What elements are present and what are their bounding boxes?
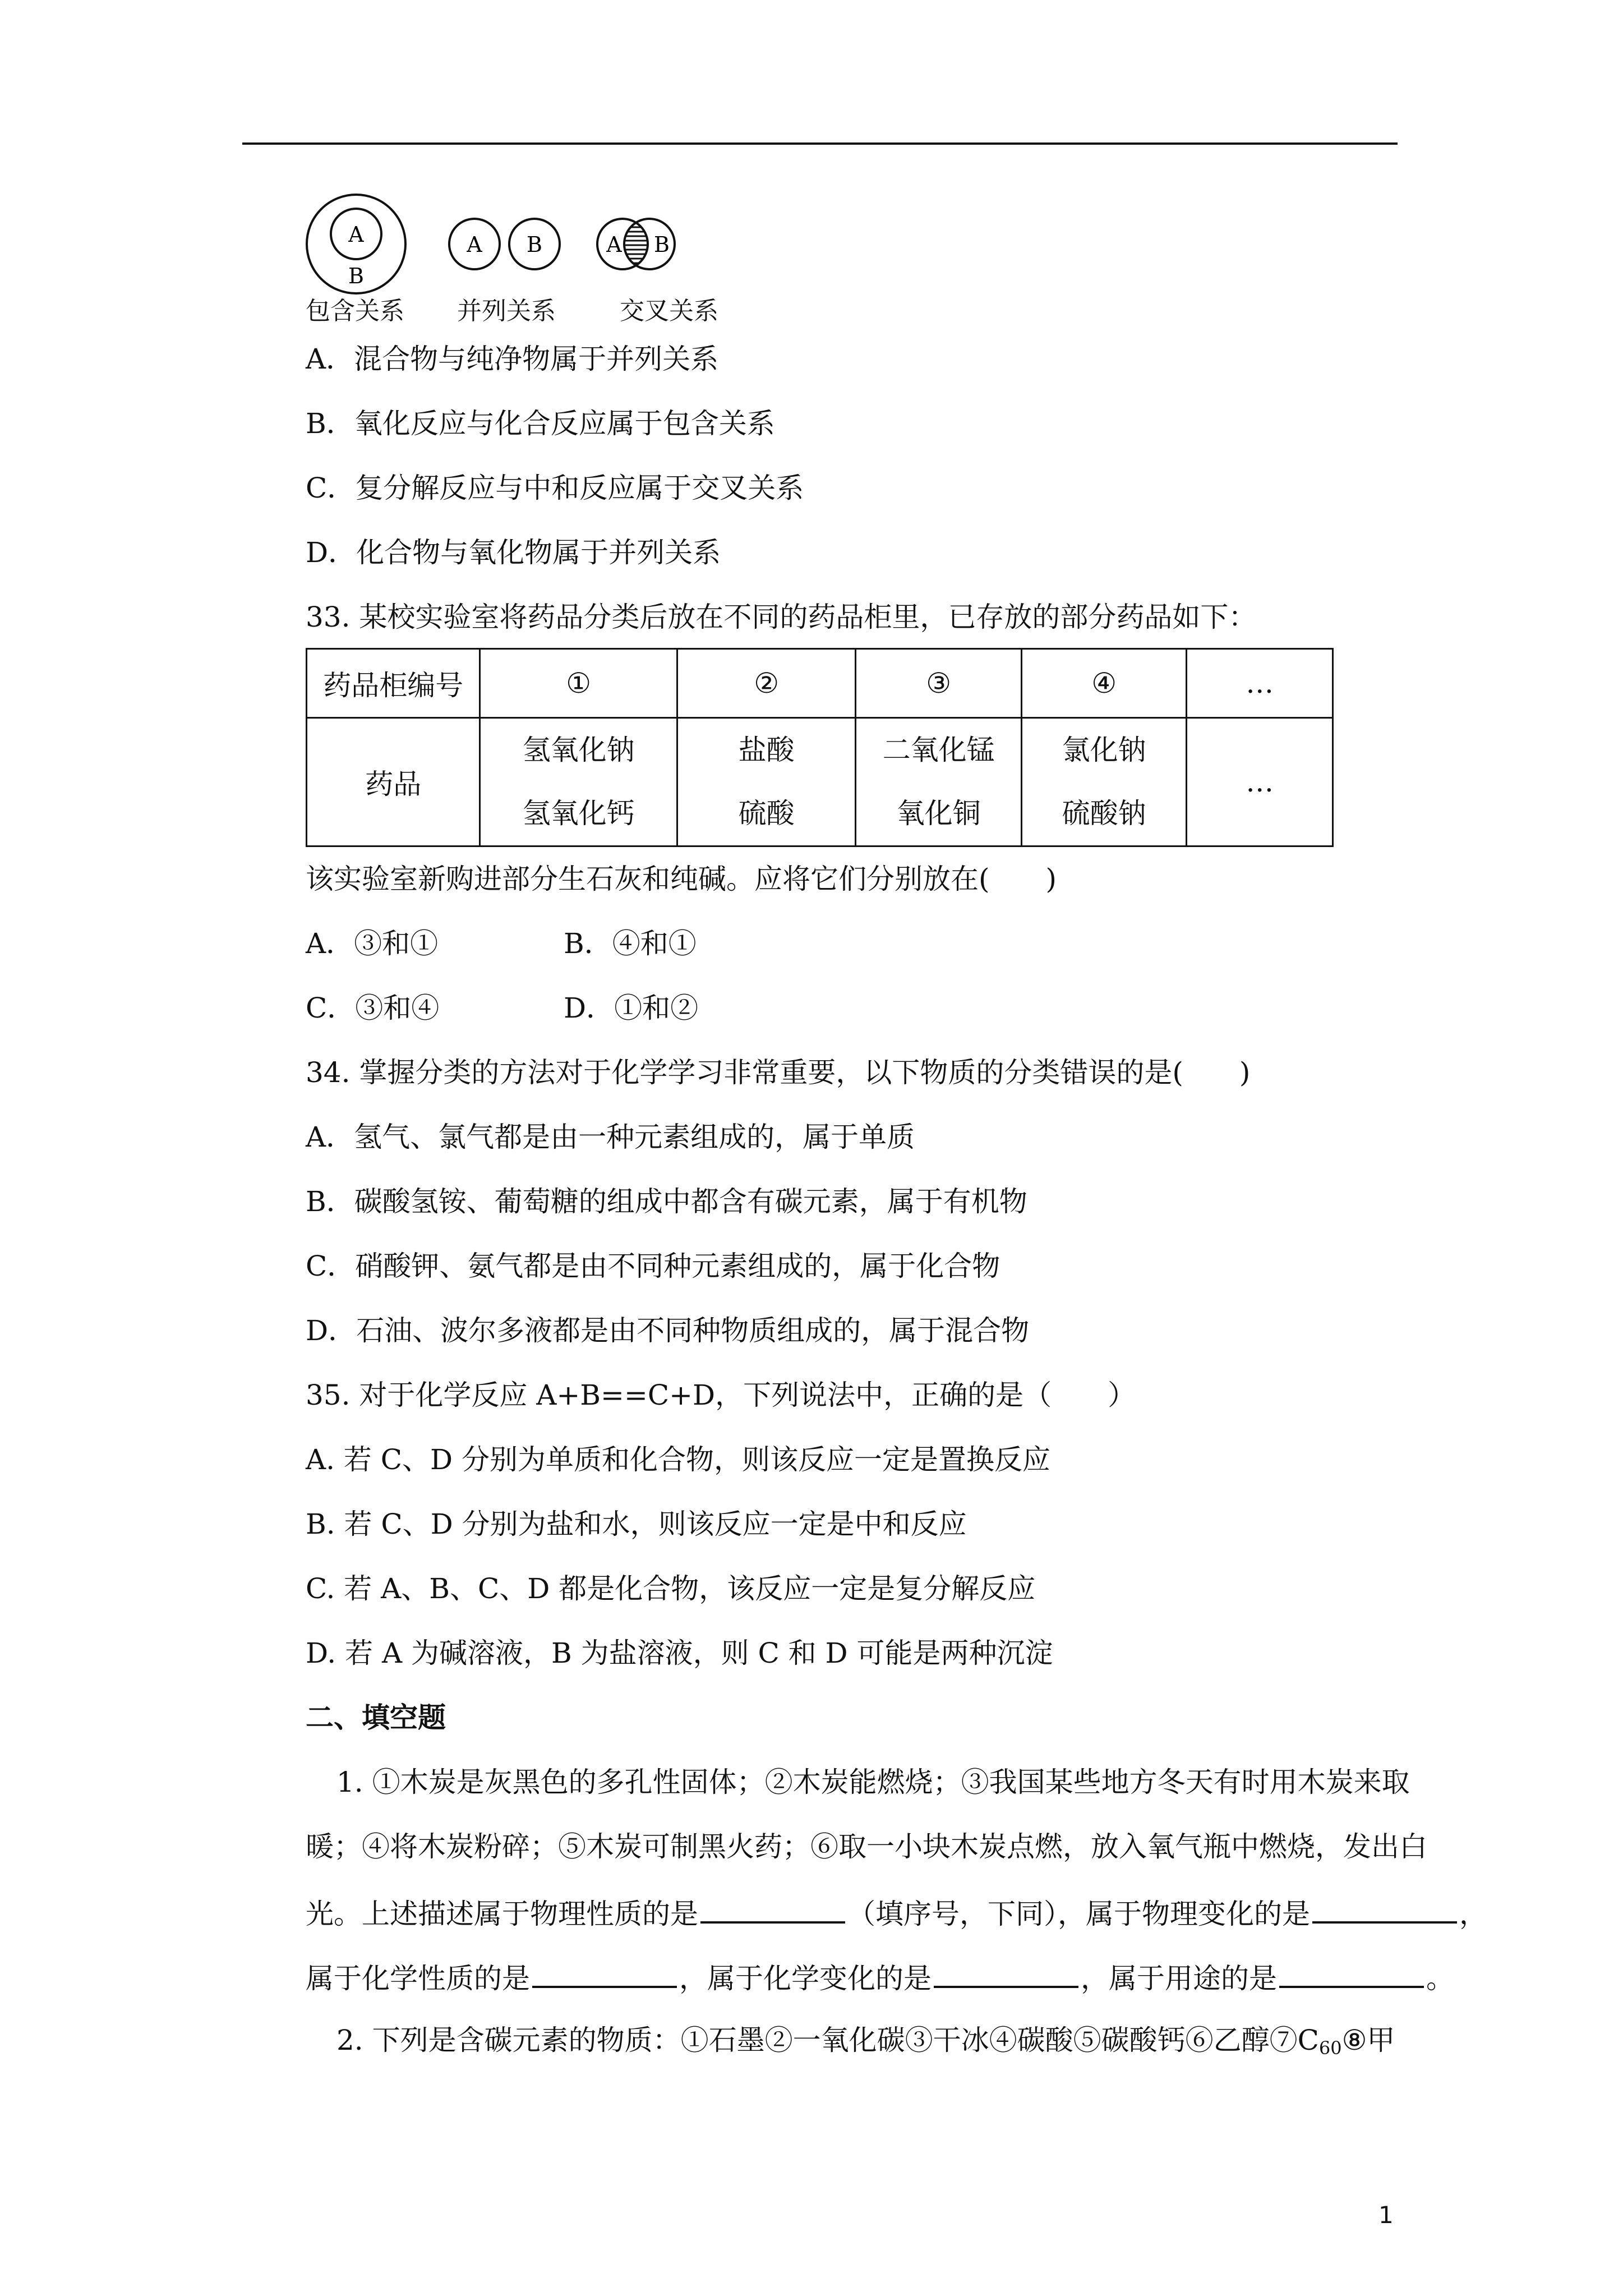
answer-blank[interactable] [1279,1959,1424,1988]
q32-option-d: D．化合物与氧化物属于并列关系 [306,536,721,569]
table-header-cell: ③ [856,649,1022,718]
q34-option-b: B．碳酸氢铵、葡萄糖的组成中都含有碳元素，属于有机物 [306,1185,1027,1218]
q32-option-a: A．混合物与纯净物属于并列关系 [306,343,719,375]
q33-option-a: A．③和① [306,927,439,960]
table-cell: 氯化钠 硫酸钠 [1021,718,1187,846]
header-rule [242,142,1398,145]
circle-label-a: A [606,232,622,257]
q34-stem: 34. 掌握分类的方法对于化学学习非常重要，以下物质的分类错误的是( ) [306,1056,1251,1089]
label-containment: 包含关系 [306,297,404,325]
medicine-cabinet-table [306,648,1334,847]
q33-option-b: B．④和① [564,927,697,960]
q34-option-d: D．石油、波尔多液都是由不同种物质组成的，属于混合物 [306,1314,1030,1347]
q33-question: 该实验室新购进部分生石灰和纯碱。应将它们分别放在( ) [306,863,1057,895]
answer-blank[interactable] [934,1959,1078,1988]
label-cross: 交叉关系 [620,297,718,325]
table-header-cell: ① [480,649,677,718]
section-title: 二、填空题 [306,1701,446,1734]
page-number: 1 [1378,2201,1394,2229]
parallel-diagram [449,219,560,269]
fill-q1-line1: 1. ①木炭是灰黑色的多孔性固体；②木炭能燃烧；③我国某些地方冬天有时用木炭来取 [336,1766,1410,1798]
q33-stem: 33. 某校实验室将药品分类后放在不同的药品柜里，已存放的部分药品如下： [306,601,1257,633]
answer-blank[interactable] [532,1959,677,1988]
fill-q1-line2: 暖；④将木炭粉碎；⑤木炭可制黑火药；⑥取一小块木炭点燃，放入氧气瓶中燃烧，发出白 [306,1830,1427,1863]
answer-blank[interactable] [1312,1894,1457,1924]
circle-label-b: B [348,264,364,288]
q33-option-c: C．③和④ [306,992,440,1024]
table-row-label: 药品 [307,718,480,846]
table-header-cell: 药品柜编号 [307,649,480,718]
q32-option-b: B．氧化反应与化合反应属于包含关系 [306,407,775,440]
answer-blank[interactable] [700,1894,845,1924]
table-cell: 二氧化锰 氧化铜 [856,718,1022,846]
q34-option-c: C．硝酸钾、氨气都是由不同种元素组成的，属于化合物 [306,1250,1000,1282]
circle-label-b: B [527,232,542,257]
q35-option-d: D. 若 A 为碱溶液，B 为盐溶液，则 C 和 D 可能是两种沉淀 [306,1637,1053,1669]
table-cell: 氢氧化钠 氢氧化钙 [480,718,677,846]
fill-q2-line1: 2. 下列是含碳元素的物质：①石墨②一氧化碳③干冰④碳酸⑤碳酸钙⑥乙醇$⑦C_{60}⑧$甲 [336,2024,1395,2059]
fill-q1-line4: 属于化学性质的是 ，属于化学变化的是 ，属于用途的是 。 [306,1959,1454,1995]
q34-option-a: A．氢气、氯气都是由一种元素组成的，属于单质 [306,1121,915,1153]
q33-option-d: D．①和② [564,992,699,1024]
q32-option-c: C．复分解反应与中和反应属于交叉关系 [306,472,804,504]
q35-stem: 35. 对于化学反应 A+B==C+D，下列说法中，正确的是（ ） [306,1379,1136,1411]
table-header-cell: ④ [1021,649,1187,718]
fill-q1-line3: 光。上述描述属于物理性质的是 （填序号，下同），属于物理变化的是 ， [306,1894,1487,1931]
circle-label-a: A [467,232,482,257]
table-cell: … [1187,718,1333,846]
circle-label-a: A [348,222,364,247]
label-parallel: 并列关系 [457,297,556,325]
table-header-cell: … [1187,649,1333,718]
q35-option-a: A. 若 C、D 分别为单质和化合物，则该反应一定是置换反应 [306,1443,1051,1476]
q35-option-b: B. 若 C、D 分别为盐和水，则该反应一定是中和反应 [306,1508,967,1540]
circle-label-b: B [654,232,670,257]
table-header-cell: ② [677,649,855,718]
table-cell: 盐酸 硫酸 [677,718,855,846]
q35-option-c: C. 若 A、B、C、D 都是化合物，该反应一定是复分解反应 [306,1572,1036,1605]
